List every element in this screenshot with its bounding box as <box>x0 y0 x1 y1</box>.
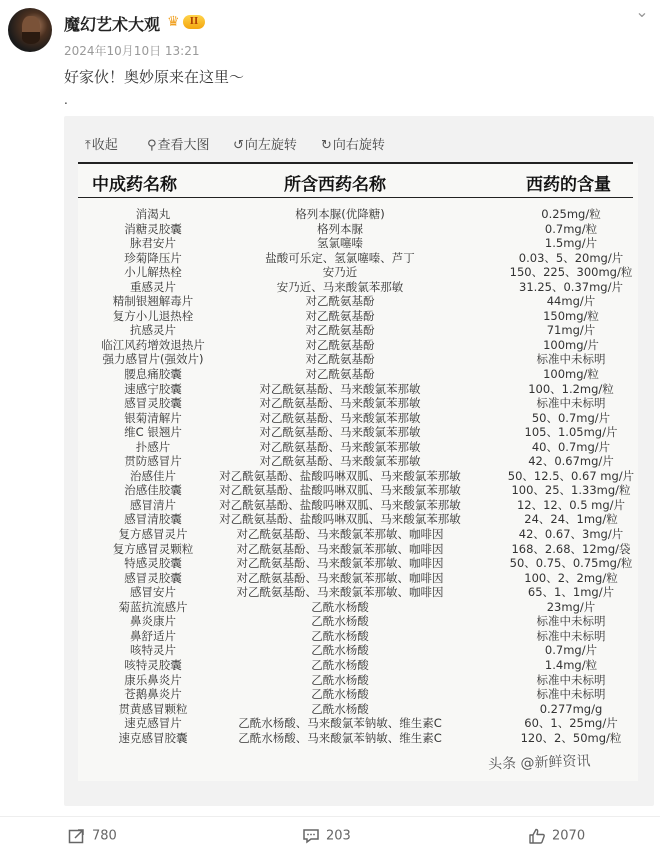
table-row <box>78 687 638 702</box>
table-row <box>78 629 638 644</box>
post-text: 好家伙！奥妙原来在这里～ <box>64 68 245 86</box>
dosage-cell: 0.25mg/粒 <box>541 207 601 221</box>
western-drug-cell: 对乙酰氨基酚 <box>305 337 375 352</box>
table-row <box>78 411 638 426</box>
like-button[interactable] <box>528 828 585 848</box>
tcm-name-cell: 速克感冒片 <box>124 716 182 731</box>
western-drug-cell: 乙酰水杨酸、马来酸氯苯钠敏、维生素C <box>238 730 442 745</box>
table-row <box>78 265 638 280</box>
repost-button[interactable] <box>68 828 117 848</box>
header-dosage: 西药的含量 <box>526 175 611 195</box>
collapse-icon: ⤒ <box>85 138 91 153</box>
dosage-cell: 标准中未标明 <box>536 614 606 629</box>
western-drug-cell: 乙酰水杨酸 <box>311 628 369 643</box>
table-row <box>78 643 638 658</box>
western-drug-cell: 对乙酰氨基酚、盐酸吗啉双胍、马来酸氯苯那敏 <box>219 512 461 527</box>
table-row <box>78 527 638 542</box>
western-drug-cell: 对乙酰氨基酚、马来酸氯苯那敏、咖啡因 <box>236 570 444 585</box>
rotate-right-button[interactable] <box>321 134 385 153</box>
tcm-name-cell: 小儿解热栓 <box>124 265 182 280</box>
dosage-cell: 0.03、5、20mg/片 <box>518 250 624 265</box>
header-western-drug: 所含西药名称 <box>284 175 386 195</box>
thumbs-up-icon <box>528 828 546 844</box>
tcm-name-cell: 特感灵胶囊 <box>124 556 182 571</box>
table-top-rule <box>78 162 633 164</box>
western-drug-cell: 格列本脲 <box>317 221 363 236</box>
table-row <box>78 512 638 527</box>
dosage-cell: 标准中未标明 <box>536 672 606 687</box>
tcm-name-cell: 消渴丸 <box>135 207 171 221</box>
dosage-cell: 150mg/粒 <box>543 308 599 323</box>
drug-table <box>78 207 638 745</box>
dosage-cell: 12、12、0.5 mg/片 <box>516 497 626 512</box>
dosage-cell: 71mg/片 <box>546 323 596 338</box>
tcm-name-cell: 治感佳片 <box>130 468 176 483</box>
dosage-cell: 168、2.68、12mg/袋 <box>511 541 631 556</box>
post-dot: . <box>64 93 68 107</box>
dosage-cell: 23mg/片 <box>546 599 596 614</box>
post-header <box>0 0 660 110</box>
post-timestamp[interactable]: 2024年10月10日 13:21 <box>64 44 200 58</box>
table-row <box>78 716 638 731</box>
western-drug-cell: 乙酰水杨酸 <box>311 657 369 672</box>
western-drug-cell: 乙酰水杨酸 <box>311 672 369 687</box>
view-large-label: 查看大图 <box>157 138 210 153</box>
dosage-cell: 60、1、25mg/片 <box>524 716 618 731</box>
post-footer <box>0 816 660 862</box>
view-large-button[interactable] <box>147 134 210 153</box>
search-icon: ⚲ <box>147 138 157 153</box>
dosage-cell: 标准中未标明 <box>536 628 606 643</box>
western-drug-cell: 对乙酰氨基酚、马来酸氯苯那敏、咖啡因 <box>236 585 444 600</box>
tcm-name-cell: 抗感灵片 <box>130 323 176 338</box>
rotate-right-icon: ↻ <box>321 138 332 153</box>
tcm-name-cell: 感冒灵胶囊 <box>124 570 182 585</box>
western-drug-cell: 氢氯噻嗪 <box>317 236 363 251</box>
tcm-name-cell: 贯防感冒片 <box>124 454 182 469</box>
western-drug-cell: 安乃近、马来酸氯苯那敏 <box>276 279 404 294</box>
tcm-name-cell: 速克感冒胶囊 <box>118 730 188 745</box>
vip-level: II <box>183 15 205 29</box>
dosage-cell: 31.25、0.37mg/片 <box>519 279 623 294</box>
comment-button[interactable] <box>302 828 351 848</box>
rotate-left-label: 向左旋转 <box>244 138 297 153</box>
tcm-name-cell: 贯黄感冒颗粒 <box>118 701 188 716</box>
dosage-cell: 42、0.67、3mg/片 <box>518 527 624 542</box>
tcm-name-cell: 咳特灵片 <box>130 643 176 658</box>
tcm-name-cell: 感冒清胶囊 <box>124 512 182 527</box>
table-header-rule <box>78 197 633 198</box>
western-drug-cell: 对乙酰氨基酚 <box>305 367 375 382</box>
tcm-name-cell: 鼻舒适片 <box>130 628 176 643</box>
tcm-name-cell: 复方感冒灵片 <box>118 527 188 542</box>
table-row <box>78 658 638 673</box>
dosage-cell: 1.5mg/片 <box>544 236 598 251</box>
table-row <box>78 222 638 237</box>
table-row <box>78 382 638 397</box>
table-row <box>78 236 638 251</box>
comment-icon <box>302 828 320 844</box>
western-drug-cell: 对乙酰氨基酚 <box>305 323 375 338</box>
tcm-name-cell: 维C 银翘片 <box>124 425 182 440</box>
tcm-name-cell: 珍菊降压片 <box>124 250 182 265</box>
table-row <box>78 207 638 222</box>
tcm-name-cell: 腰息痛胶囊 <box>124 367 182 382</box>
western-drug-cell: 乙酰水杨酸 <box>311 687 369 702</box>
dosage-cell: 100、2、2mg/粒 <box>524 570 618 585</box>
table-row <box>78 280 638 295</box>
rotate-left-icon: ↺ <box>233 138 244 153</box>
table-row <box>78 309 638 324</box>
table-row <box>78 367 638 382</box>
rotate-left-button[interactable] <box>233 134 297 153</box>
tcm-name-cell: 感冒灵胶囊 <box>124 396 182 411</box>
tcm-name-cell: 复方小儿退热栓 <box>112 308 194 323</box>
dosage-cell: 40、0.7mg/片 <box>531 439 611 454</box>
western-drug-cell: 盐酸可乐定、氢氯噻嗪、芦丁 <box>265 250 415 265</box>
dosage-cell: 65、1、1mg/片 <box>527 585 615 600</box>
dosage-cell: 标准中未标明 <box>536 687 606 702</box>
table-row <box>78 425 638 440</box>
dosage-cell: 44mg/片 <box>546 294 596 309</box>
dosage-cell: 100mg/片 <box>543 337 599 352</box>
table-row <box>78 702 638 717</box>
dosage-cell: 120、2、50mg/粒 <box>520 730 622 745</box>
tcm-name-cell: 脉君安片 <box>130 236 176 251</box>
repost-icon <box>68 828 86 844</box>
western-drug-cell: 对乙酰氨基酚、马来酸氯苯那敏 <box>259 425 421 440</box>
dosage-cell: 标准中未标明 <box>536 352 606 367</box>
western-drug-cell: 对乙酰氨基酚、马来酸氯苯那敏、咖啡因 <box>236 541 444 556</box>
dosage-cell: 24、24、1mg/粒 <box>524 512 618 527</box>
western-drug-cell: 对乙酰氨基酚、马来酸氯苯那敏 <box>259 396 421 411</box>
comment-count: 203 <box>326 828 351 844</box>
like-count: 2070 <box>552 828 586 844</box>
collapse-label: 收起 <box>91 138 118 153</box>
tcm-name-cell: 速感宁胶囊 <box>124 381 182 396</box>
table-row <box>78 498 638 513</box>
tcm-name-cell: 消糖灵胶囊 <box>124 221 182 236</box>
header-tcm-name: 中成药名称 <box>92 175 177 195</box>
table-row <box>78 614 638 629</box>
table-row <box>78 294 638 309</box>
dosage-cell: 50、0.75、0.75mg/粒 <box>509 556 633 571</box>
western-drug-cell: 对乙酰氨基酚 <box>305 352 375 367</box>
western-drug-cell: 对乙酰氨基酚、马来酸氯苯那敏 <box>259 410 421 425</box>
table-row <box>78 571 638 586</box>
collapse-button[interactable] <box>85 134 118 153</box>
tcm-name-cell: 临江风药增效退热片 <box>101 337 205 352</box>
table-row <box>78 673 638 688</box>
avatar[interactable] <box>8 8 52 52</box>
repost-count: 780 <box>92 828 117 844</box>
dosage-cell: 0.277mg/g <box>539 701 603 716</box>
dosage-cell: 100、1.2mg/粒 <box>528 381 614 396</box>
tcm-name-cell: 重感灵片 <box>130 279 176 294</box>
dosage-cell: 50、12.5、0.67 mg/片 <box>507 468 635 483</box>
western-drug-cell: 乙酰水杨酸 <box>311 614 369 629</box>
table-row <box>78 731 638 746</box>
dosage-cell: 50、0.7mg/片 <box>531 410 611 425</box>
table-row <box>78 542 638 557</box>
dosage-cell: 42、0.67mg/片 <box>528 454 614 469</box>
table-row <box>78 338 638 353</box>
tcm-name-cell: 鼻炎康片 <box>130 614 176 629</box>
chevron-down-icon[interactable]: ⌄ <box>635 2 649 21</box>
western-drug-cell: 对乙酰氨基酚、盐酸吗啉双胍、马来酸氯苯那敏 <box>219 497 461 512</box>
western-drug-cell: 对乙酰氨基酚 <box>305 294 375 309</box>
tcm-name-cell: 康乐鼻炎片 <box>124 672 182 687</box>
dosage-cell: 0.7mg/粒 <box>544 221 598 236</box>
table-row <box>78 469 638 484</box>
username[interactable]: 魔幻艺术大观 <box>64 15 161 34</box>
crown-icon: ♛ <box>167 14 180 30</box>
western-drug-cell: 对乙酰氨基酚、马来酸氯苯那敏 <box>259 454 421 469</box>
watermark: 头条 @新鲜资讯 <box>487 753 591 773</box>
table-row <box>78 352 638 367</box>
dosage-cell: 标准中未标明 <box>536 396 606 411</box>
western-drug-cell: 乙酰水杨酸 <box>311 643 369 658</box>
western-drug-cell: 乙酰水杨酸 <box>311 701 369 716</box>
western-drug-cell: 对乙酰氨基酚 <box>305 308 375 323</box>
footer-divider <box>0 816 660 817</box>
western-drug-cell: 对乙酰氨基酚、马来酸氯苯那敏 <box>259 381 421 396</box>
dosage-cell: 100、25、1.33mg/粒 <box>511 483 631 498</box>
table-row <box>78 556 638 571</box>
tcm-name-cell: 强力感冒片(强效片) <box>102 352 204 367</box>
rotate-right-label: 向右旋转 <box>332 138 385 153</box>
table-row <box>78 600 638 615</box>
table-row <box>78 440 638 455</box>
western-drug-cell: 对乙酰氨基酚、盐酸吗啉双胍、马来酸氯苯那敏 <box>219 483 461 498</box>
tcm-name-cell: 精制银翘解毒片 <box>112 294 194 309</box>
dosage-cell: 100mg/粒 <box>543 367 599 382</box>
western-drug-cell: 乙酰水杨酸、马来酸氯苯钠敏、维生素C <box>238 716 442 731</box>
western-drug-cell: 对乙酰氨基酚、马来酸氯苯那敏、咖啡因 <box>236 556 444 571</box>
tcm-name-cell: 苍鹅鼻炎片 <box>124 687 182 702</box>
western-drug-cell: 对乙酰氨基酚、马来酸氯苯那敏 <box>259 439 421 454</box>
table-row <box>78 585 638 600</box>
table-row <box>78 323 638 338</box>
western-drug-cell: 对乙酰氨基酚、盐酸吗啉双胍、马来酸氯苯那敏 <box>219 468 461 483</box>
western-drug-cell: 对乙酰氨基酚、马来酸氯苯那敏、咖啡因 <box>236 527 444 542</box>
dosage-cell: 1.4mg/粒 <box>544 657 598 672</box>
western-drug-cell: 安乃近 <box>322 265 358 280</box>
vip-badge[interactable] <box>167 12 207 32</box>
tcm-name-cell: 复方感冒灵颗粒 <box>112 541 194 556</box>
western-drug-cell: 乙酰水杨酸 <box>311 599 369 614</box>
tcm-name-cell: 咳特灵胶囊 <box>124 657 182 672</box>
table-row <box>78 483 638 498</box>
western-drug-cell: 格列本脲(优降糖) <box>295 207 385 221</box>
tcm-name-cell: 扑感片 <box>135 439 171 454</box>
tcm-name-cell: 菊蓝抗流感片 <box>118 599 188 614</box>
dosage-cell: 0.7mg/片 <box>544 643 598 658</box>
dosage-cell: 105、1.05mg/片 <box>524 425 618 440</box>
tcm-name-cell: 感冒安片 <box>130 585 176 600</box>
tcm-name-cell: 银菊清解片 <box>124 410 182 425</box>
table-row <box>78 251 638 266</box>
tcm-name-cell: 治感佳胶囊 <box>124 483 182 498</box>
tcm-name-cell: 感冒清片 <box>130 497 176 512</box>
dosage-cell: 150、225、300mg/粒 <box>509 265 633 280</box>
table-row <box>78 454 638 469</box>
table-row <box>78 396 638 411</box>
avatar-beard <box>22 32 40 44</box>
